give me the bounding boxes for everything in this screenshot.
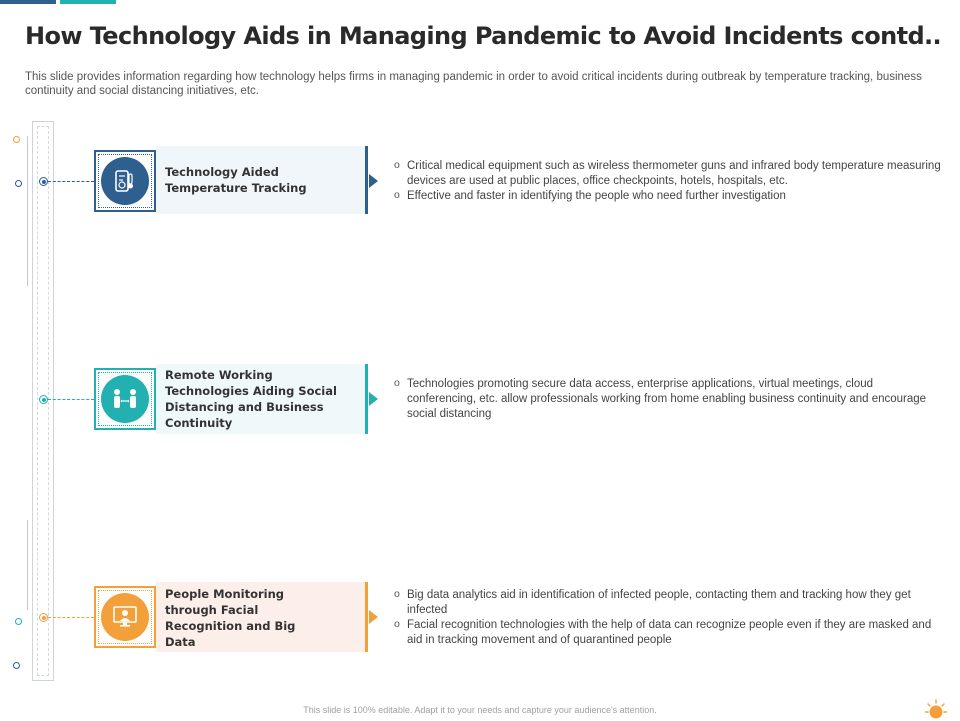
row-remote-working — [0, 364, 960, 434]
slide-title: How Technology Aids in Managing Pandemic to Avoid Incidents contd.. — [25, 22, 942, 50]
social-distancing-icon — [101, 375, 149, 423]
bullet: o Technologies promoting secure data access, enterprise applications, virtual meetings, cloud conferencing, etc. allow professionals working from home enabling business continuity and encourage social distancing — [394, 377, 942, 422]
row-2-label-area — [156, 364, 368, 434]
thermometer-tablet-icon — [101, 157, 149, 205]
bullet: o Critical medical equipment such as wireless thermometer guns and infrared body temperature measuring devices are used at public places, office checkpoints, hotels, hospitals, etc. — [394, 159, 942, 189]
row-temperature-tracking — [0, 146, 960, 214]
row-3-bullets — [394, 588, 942, 648]
bullet: o Big data analytics aid in identification of infected people, contacting them and tracking how they get infected — [394, 588, 942, 618]
row-2-card — [94, 364, 368, 434]
row-1-bullets — [394, 159, 942, 204]
accent-bar-teal — [60, 0, 116, 4]
row-3-icon-box — [94, 586, 156, 648]
row-2-bar — [365, 364, 368, 434]
row-2-icon-box — [94, 368, 156, 430]
row-3-bar — [365, 582, 368, 652]
sun-logo-icon — [925, 699, 947, 721]
slide-subtitle: This slide provides information regarding how technology helps firms in managing pandemic in order to avoid critical incidents during outbreak by temperature tracking, business continuity and social distancing initiatives, etc. — [25, 71, 922, 97]
timeline-circle-top — [13, 136, 20, 143]
row-3-label-area — [156, 582, 368, 652]
row-1-title: Technology Aided Temperature Tracking — [165, 165, 307, 195]
facial-recognition-monitor-icon — [101, 593, 149, 641]
row-1-label-area — [156, 146, 368, 214]
row-1-icon-box — [94, 150, 156, 212]
row-2-title: Remote Working Technologies Aiding Social Distancing and Business Continuity — [165, 368, 337, 430]
row-1-card — [94, 146, 368, 214]
row-1-bar — [365, 146, 368, 214]
bullet: o Facial recognition technologies with the help of data can recognize people even if they are masked and aid in tracking movement and of quarantined people — [394, 618, 942, 648]
row-3-title: People Monitoring through Facial Recognition and Big Data — [165, 587, 296, 649]
row-2-bullets — [394, 377, 942, 422]
accent-bar-blue — [0, 0, 56, 4]
bullet: o Effective and faster in identifying the people who need further investigation — [394, 189, 942, 204]
row-facial-recognition — [0, 582, 960, 652]
row-3-arrow-icon — [369, 610, 378, 624]
row-1-arrow-icon — [369, 174, 378, 188]
timeline-circle-bottom — [13, 662, 20, 669]
row-3-card — [94, 582, 368, 652]
row-2-arrow-icon — [369, 392, 378, 406]
footer-note: This slide is 100% editable. Adapt it to your needs and capture your audience's attention. — [303, 705, 657, 715]
